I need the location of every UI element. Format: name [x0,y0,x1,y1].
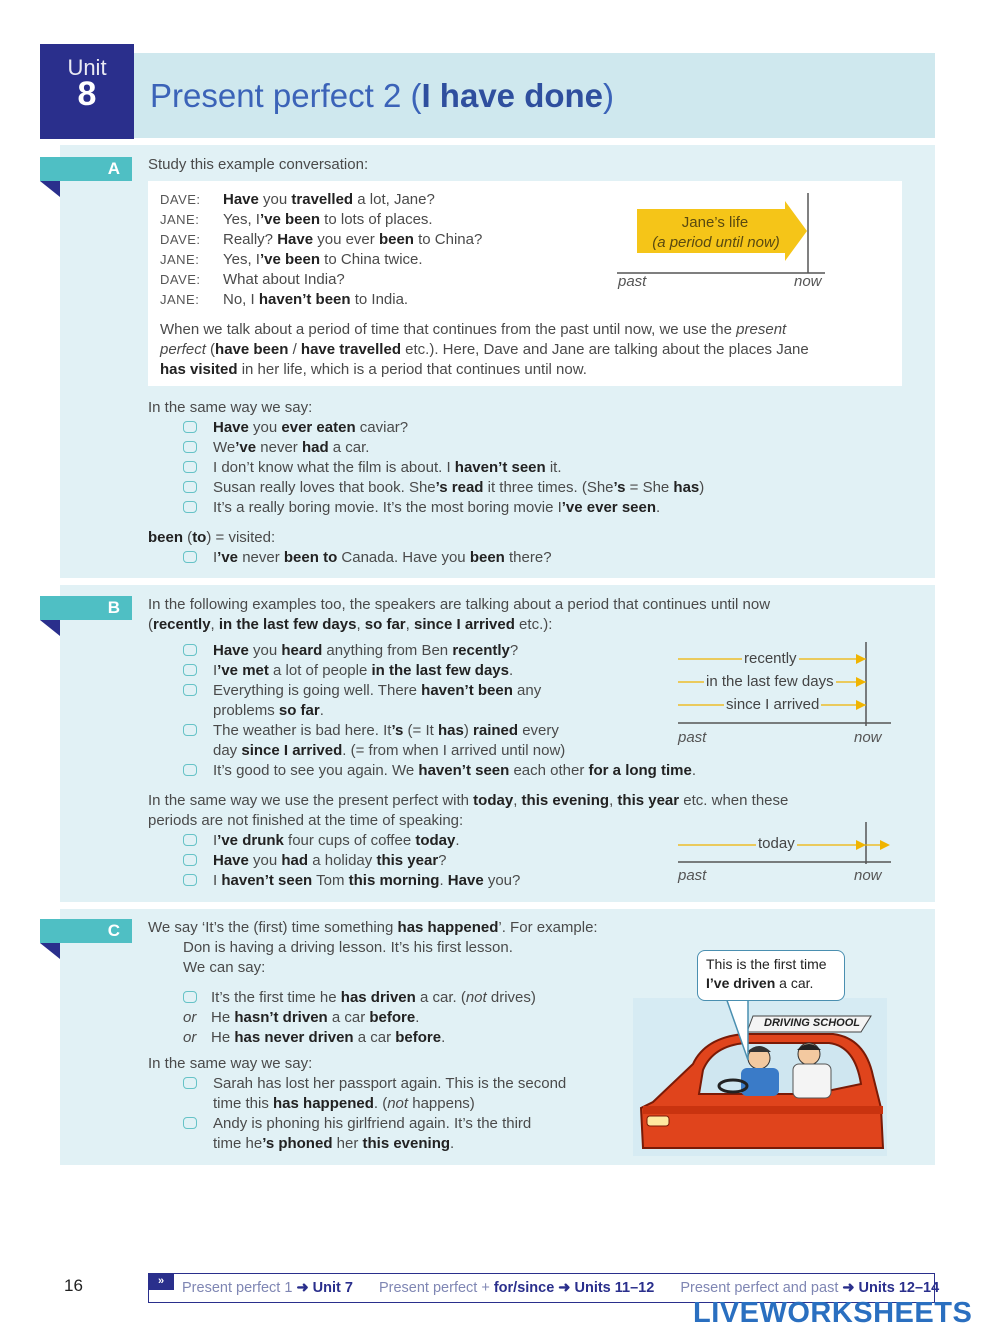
axis-now: now [854,867,882,884]
checkbox-icon[interactable] [183,874,197,886]
checkbox-icon[interactable] [183,991,197,1003]
checkbox-icon[interactable] [183,441,197,453]
section-c-tab: C [40,919,132,943]
checkbox-icon[interactable] [183,644,197,656]
checkbox-icon[interactable] [183,421,197,433]
same-way-heading-a: In the same way we say: [148,399,313,416]
dialogue-line: DAVE: What about India? [160,271,345,288]
period-until-now-label: (a period until now) [652,234,780,251]
dialogue-line: DAVE: Really? Have you ever been to China? [160,231,483,248]
xref-link[interactable]: Present perfect + for/since ➜ Units 11–12 [378,1280,655,1296]
checkbox-icon[interactable] [183,854,197,866]
bubble-line-1: This is the first time [706,956,827,972]
chevron-icon: » [148,1273,174,1290]
speaker-name: JANE: [160,292,200,307]
context-line-2: We can say: [183,959,266,976]
checkbox-icon[interactable] [183,501,197,513]
checkbox-icon[interactable] [183,724,197,736]
timeline-today: today [758,835,795,852]
recent-period-diagram [676,642,896,752]
section-a-tab: A [40,157,132,181]
same-way-heading-c: In the same way we say: [148,1055,313,1072]
speaker-name: JANE: [160,212,200,227]
liveworksheets-logo: LIVEWORKSHEETS [693,1297,973,1329]
or-label: or [183,1009,197,1026]
speaker-name: DAVE: [160,192,201,207]
xref-link[interactable]: Present perfect 1 ➜ Unit 7 [182,1280,353,1296]
axis-now: now [794,273,822,290]
axis-past: past [678,729,707,746]
speech-bubble [697,950,845,1001]
checkbox-icon[interactable] [183,461,197,473]
dialogue-line: JANE: Yes, I’ve been to lots of places. [160,211,433,228]
janes-life-diagram [615,193,830,293]
dialogue-line: JANE: Yes, I’ve been to China twice. [160,251,423,268]
timeline-since-i-arrived: since I arrived [726,696,820,713]
unit-number: 8 [77,75,97,113]
checkbox-icon[interactable] [183,834,197,846]
speaker-name: DAVE: [160,272,201,287]
bubble-line-2: I’ve driven a car. [706,975,814,991]
janes-life-label: Jane’s life [681,214,749,231]
checkbox-icon[interactable] [183,481,197,493]
unit-badge [40,44,134,139]
xref-link[interactable]: Present perfect and past ➜ Units 12–14 [680,1280,940,1296]
car-sign: DRIVING SCHOOL [764,1017,860,1029]
checkbox-icon[interactable] [183,664,197,676]
section-b-fold [40,620,60,636]
speaker-name: DAVE: [160,232,201,247]
dialogue-line: JANE: No, I haven’t been to India. [160,291,409,308]
section-c-fold [40,943,60,959]
checkbox-icon[interactable] [183,551,197,563]
dialogue-line: DAVE: Have you travelled a lot, Jane? [160,191,435,208]
cross-references [182,1278,939,1298]
section-a-intro: Study this example conversation: [148,156,369,173]
timeline-recently: recently [744,650,797,667]
today-diagram [676,820,896,890]
speaker-name: JANE: [160,252,200,267]
dialogue [160,190,482,310]
page-title: Present perfect 2 (I have done) [150,77,615,114]
or-label: or [183,1029,197,1046]
checkbox-icon[interactable] [183,1117,197,1129]
section-a-fold [40,181,60,197]
page-number: 16 [64,1276,83,1295]
checkbox-icon[interactable] [183,1077,197,1089]
axis-past: past [618,273,647,290]
context-line-1: Don is having a driving lesson. It’s his first lesson. [183,939,513,956]
section-b-tab: B [40,596,132,620]
axis-now: now [854,729,882,746]
driving-lesson-illustration [633,998,887,1156]
axis-past: past [678,867,707,884]
timeline-last-few-days: in the last few days [706,673,834,690]
checkbox-icon[interactable] [183,684,197,696]
speech-bubble-tail [718,992,758,1072]
checkbox-icon[interactable] [183,764,197,776]
unit-label: Unit [67,55,107,80]
